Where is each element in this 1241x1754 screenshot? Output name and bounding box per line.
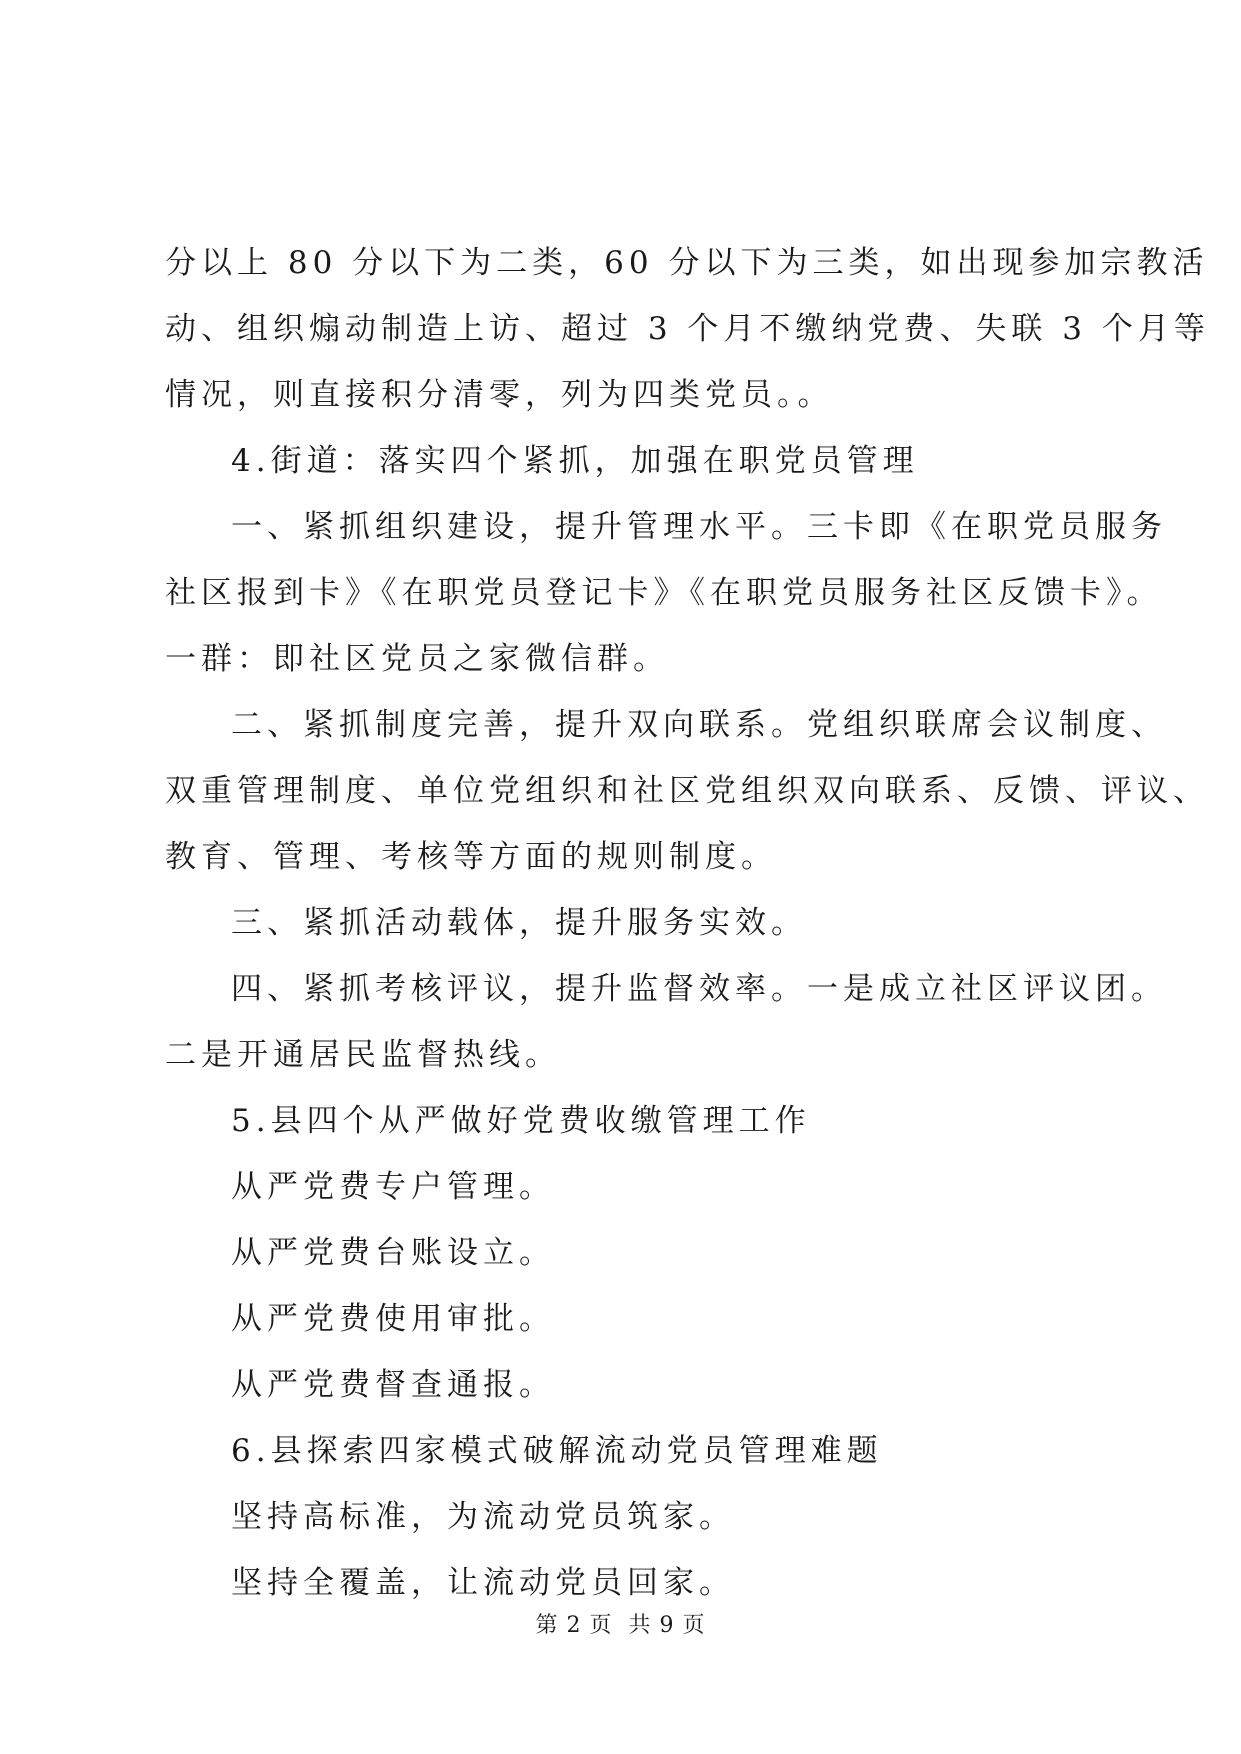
text-line: 双重管理制度、单位党组织和社区党组织双向联系、反馈、评议、 <box>165 773 1209 809</box>
text-line: 四、紧抓考核评议，提升监督效率。一是成立社区评议团。 <box>231 971 1167 1007</box>
list-item <box>165 1550 1095 1616</box>
text-line: 坚持全覆盖，让流动党员回家。 <box>231 1565 735 1601</box>
text-line: 分以上 80 分以下为二类，60 分以下为三类，如出现参加宗教活 <box>165 245 1209 281</box>
text-line: 二、紧抓制度完善，提升双向联系。党组织联席会议制度、 <box>231 707 1167 743</box>
paragraph <box>165 494 1167 692</box>
list-item <box>165 1286 1095 1352</box>
section-heading <box>165 1088 1095 1154</box>
text-line: 从严党费使用审批。 <box>231 1301 555 1337</box>
list-item <box>165 1352 1095 1418</box>
text-line: 情况，则直接积分清零，列为四类党员。。 <box>165 377 834 413</box>
text-line: 6.县探索四家模式破解流动党员管理难题 <box>231 1433 883 1469</box>
text-line: 三、紧抓活动载体，提升服务实效。 <box>231 905 807 941</box>
list-item <box>165 1220 1095 1286</box>
text-line: 坚持高标准，为流动党员筑家。 <box>231 1499 735 1535</box>
text-line: 社区报到卡》《在职党员登记卡》《在职党员服务社区反馈卡》。 <box>165 575 1163 611</box>
document-body <box>165 230 1210 1616</box>
text-line: 动、组织煽动制造上访、超过 3 个月不缴纳党费、失联 3 个月等 <box>165 311 1210 347</box>
text-line: 4.街道：落实四个紧抓，加强在职党员管理 <box>231 443 919 479</box>
text-line: 从严党费台账设立。 <box>231 1235 555 1271</box>
text-line: 教育、管理、考核等方面的规则制度。 <box>165 839 777 875</box>
paragraph <box>165 230 1210 428</box>
page-number-footer: 第 2 页 共 9 页 <box>535 1613 706 1638</box>
text-line: 5.县四个从严做好党费收缴管理工作 <box>231 1103 811 1139</box>
text-line: 一群：即社区党员之家微信群。 <box>165 641 669 677</box>
text-line: 从严党费督查通报。 <box>231 1367 555 1403</box>
text-line: 二是开通居民监督热线。 <box>165 1037 561 1073</box>
list-item <box>165 1484 1095 1550</box>
section-heading <box>165 1418 1095 1484</box>
paragraph <box>165 956 1167 1088</box>
paragraph <box>165 890 1095 956</box>
list-item <box>165 1154 1095 1220</box>
text-line: 从严党费专户管理。 <box>231 1169 555 1205</box>
paragraph <box>165 692 1209 890</box>
section-heading <box>165 428 1095 494</box>
text-line: 一、紧抓组织建设，提升管理水平。三卡即《在职党员服务 <box>231 509 1167 545</box>
